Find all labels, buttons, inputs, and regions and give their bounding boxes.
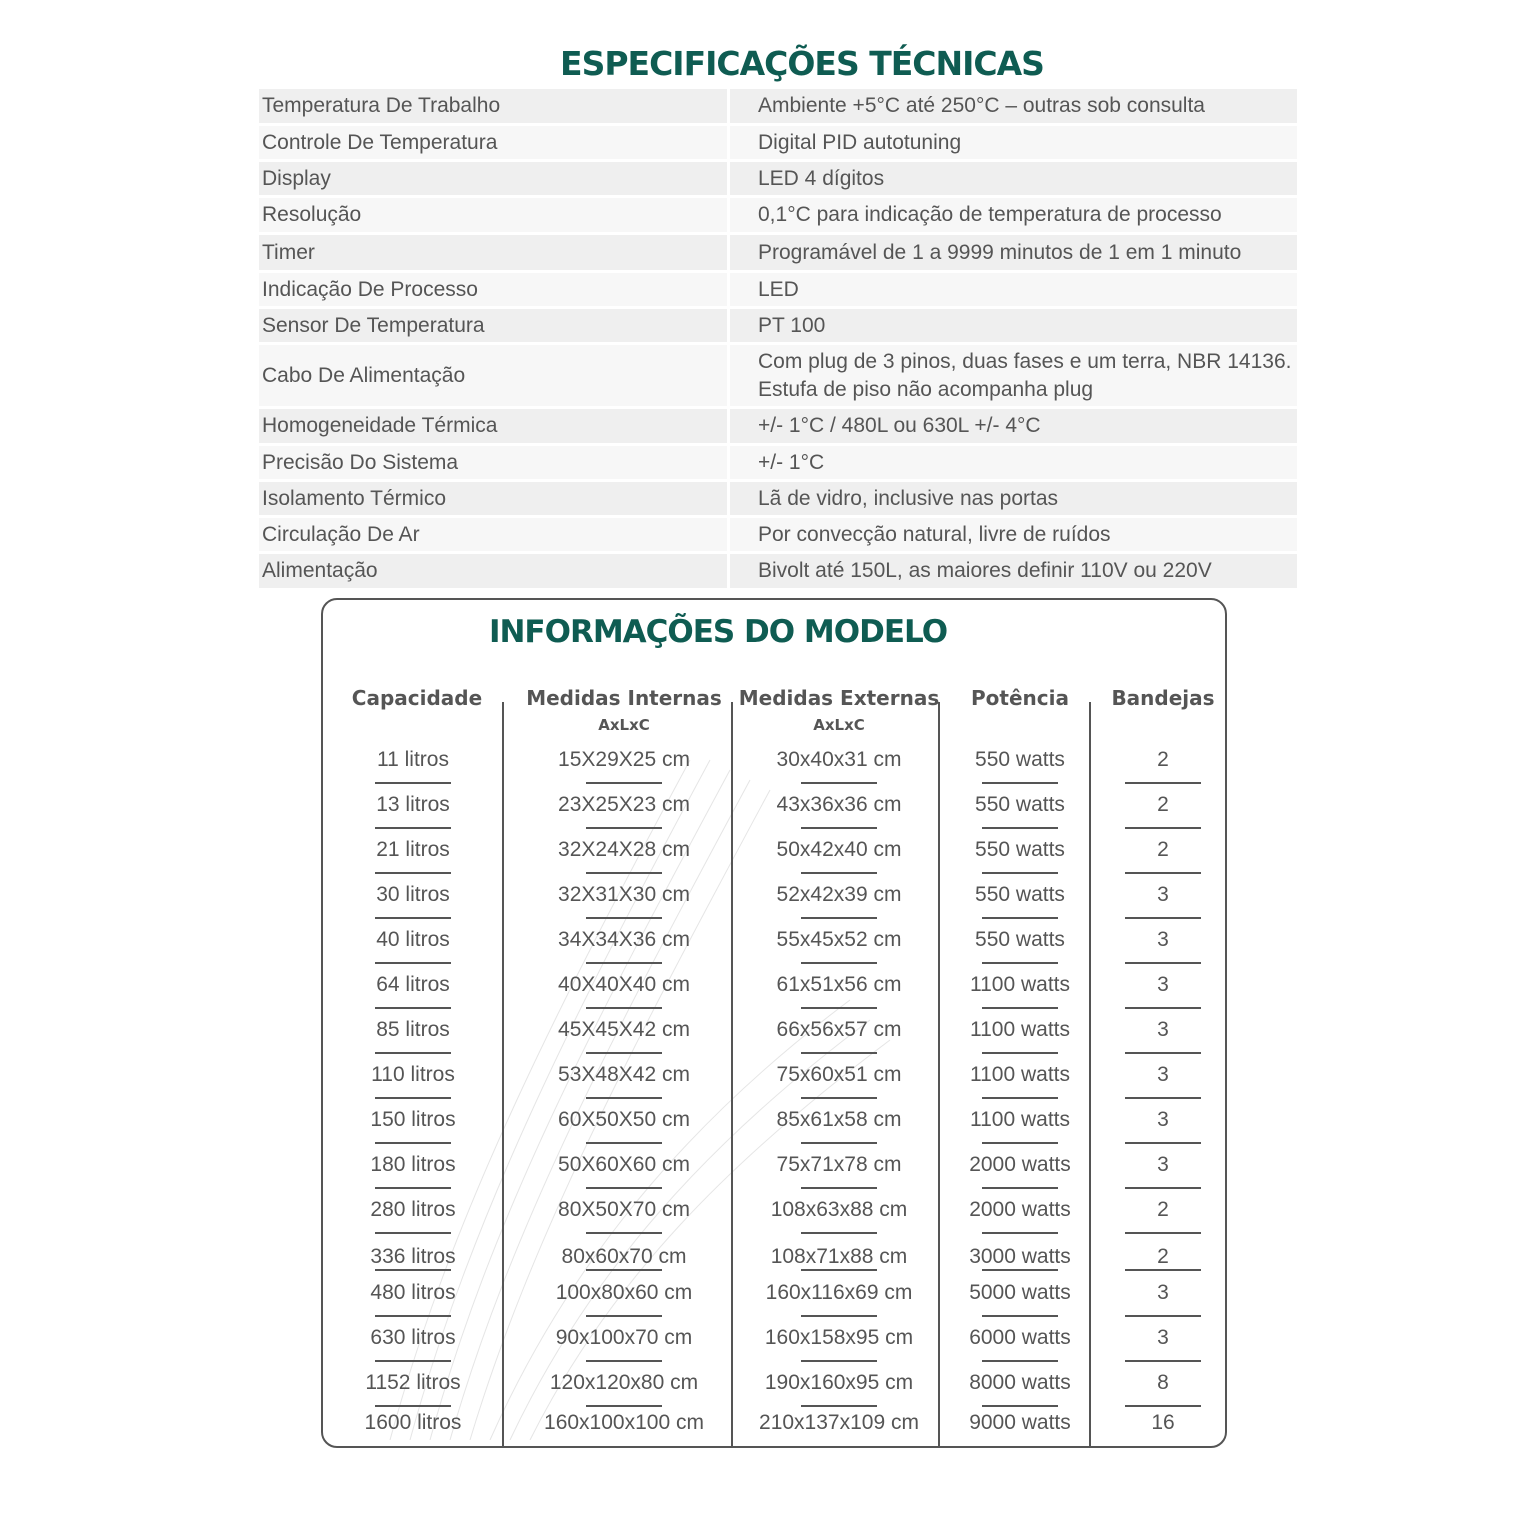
model-cell: 50x42x40 cm <box>776 838 902 861</box>
row-separator <box>1125 917 1201 919</box>
row-separator <box>801 1405 877 1407</box>
model-cell: 2 <box>1157 1198 1169 1221</box>
row-separator <box>586 1142 662 1144</box>
model-cell: 2 <box>1157 748 1169 771</box>
row-separator <box>1125 1187 1201 1189</box>
spec-row <box>259 409 1297 443</box>
model-cell: 50X60X60 cm <box>558 1153 690 1176</box>
row-separator <box>1125 1269 1201 1271</box>
model-cell: 160x100x100 cm <box>544 1411 704 1434</box>
model-cell: 3 <box>1157 1326 1169 1349</box>
model-cell: 160x116x69 cm <box>765 1281 913 1304</box>
model-cell: 110 litros <box>371 1063 455 1086</box>
row-separator <box>586 1232 662 1234</box>
row-separator <box>801 1315 877 1317</box>
spec-value: Ambiente +5°C até 250°C – outras sob consulta <box>730 89 1297 123</box>
spec-row <box>259 198 1297 232</box>
model-cell: 480 litros <box>370 1281 456 1304</box>
model-cell: 2000 watts <box>969 1153 1071 1176</box>
model-cell: 3 <box>1157 1018 1169 1041</box>
row-separator <box>375 1007 451 1009</box>
row-separator <box>375 962 451 964</box>
model-cell: 80x60x70 cm <box>561 1245 687 1268</box>
spec-row <box>259 446 1297 479</box>
model-cell: 3 <box>1157 1108 1169 1131</box>
row-separator <box>801 872 877 874</box>
model-cell: 75x60x51 cm <box>776 1063 902 1086</box>
spec-row <box>259 309 1297 342</box>
row-separator <box>801 917 877 919</box>
model-cell: 180 litros <box>370 1153 456 1176</box>
row-separator <box>586 1187 662 1189</box>
spec-label: Homogeneidade Térmica <box>259 409 727 443</box>
row-separator <box>982 1007 1058 1009</box>
model-cell: 550 watts <box>975 883 1065 906</box>
column-subheader: AxLxC <box>813 716 865 734</box>
model-cell: 3 <box>1157 883 1169 906</box>
model-cell: 336 litros <box>370 1245 456 1268</box>
model-cell: 3 <box>1157 928 1169 951</box>
row-separator <box>586 1269 662 1271</box>
row-separator <box>801 827 877 829</box>
row-separator <box>586 872 662 874</box>
model-cell: 3 <box>1157 1153 1169 1176</box>
spec-table <box>259 89 1297 591</box>
row-separator <box>1125 1405 1201 1407</box>
row-separator <box>982 1052 1058 1054</box>
model-cell: 630 litros <box>370 1326 456 1349</box>
spec-row <box>259 126 1297 159</box>
model-cell: 3 <box>1157 1063 1169 1086</box>
model-cell: 2000 watts <box>969 1198 1071 1221</box>
model-cell: 3 <box>1157 973 1169 996</box>
row-separator <box>801 1232 877 1234</box>
model-cell: 30 litros <box>376 883 450 906</box>
model-cell: 75x71x78 cm <box>776 1153 902 1176</box>
model-cell: 108x71x88 cm <box>770 1245 908 1268</box>
model-cell: 43x36x36 cm <box>776 793 902 816</box>
model-cell: 550 watts <box>975 793 1065 816</box>
model-cell: 66x56x57 cm <box>776 1018 902 1041</box>
model-cell: 108x63x88 cm <box>770 1198 908 1221</box>
model-cell: 53X48X42 cm <box>558 1063 690 1086</box>
model-cell: 8000 watts <box>969 1371 1071 1394</box>
model-cell: 550 watts <box>975 928 1065 951</box>
spec-label: Circulação De Ar <box>259 518 727 551</box>
column-header: Potência <box>971 686 1069 710</box>
model-cell: 2 <box>1157 793 1169 816</box>
column-header: Capacidade <box>351 686 483 710</box>
column-subheader: AxLxC <box>598 716 650 734</box>
row-separator <box>1125 1052 1201 1054</box>
column-header: Bandejas <box>1111 686 1215 710</box>
row-separator <box>801 962 877 964</box>
spec-label: Precisão Do Sistema <box>259 446 727 479</box>
row-separator <box>375 1405 451 1407</box>
model-cell: 6000 watts <box>969 1326 1071 1349</box>
row-separator <box>801 1187 877 1189</box>
spec-label: Display <box>259 162 727 195</box>
model-cell: 11 litros <box>377 748 449 771</box>
spec-value: PT 100 <box>730 309 1297 342</box>
column-divider <box>731 702 733 1448</box>
model-cell: 550 watts <box>975 838 1065 861</box>
model-title: INFORMAÇÕES DO MODELO <box>488 614 948 650</box>
row-separator <box>375 1142 451 1144</box>
row-separator <box>1125 1097 1201 1099</box>
row-separator <box>375 917 451 919</box>
model-cell: 40X40X40 cm <box>558 973 690 996</box>
row-separator <box>586 782 662 784</box>
row-separator <box>586 1097 662 1099</box>
row-separator <box>586 1405 662 1407</box>
spec-row <box>259 235 1297 270</box>
spec-label: Indicação De Processo <box>259 273 727 306</box>
model-cell: 32X24X28 cm <box>558 838 690 861</box>
model-cell: 150 litros <box>370 1108 456 1131</box>
model-cell: 160x158x95 cm <box>764 1326 914 1349</box>
row-separator <box>982 1405 1058 1407</box>
model-cell: 550 watts <box>975 748 1065 771</box>
row-separator <box>801 1097 877 1099</box>
row-separator <box>375 1360 451 1362</box>
spec-value: Por convecção natural, livre de ruídos <box>730 518 1297 551</box>
spec-row <box>259 554 1297 588</box>
spec-value: 0,1°C para indicação de temperatura de processo <box>730 198 1297 232</box>
model-cell: 13 litros <box>376 793 450 816</box>
model-cell: 80X50X70 cm <box>558 1198 690 1221</box>
model-cell: 1100 watts <box>969 1108 1070 1131</box>
model-cell: 1600 litros <box>364 1411 462 1434</box>
model-cell: 60X50X50 cm <box>558 1108 690 1131</box>
row-separator <box>801 1007 877 1009</box>
row-separator <box>375 872 451 874</box>
row-separator <box>801 782 877 784</box>
spec-row <box>259 345 1297 406</box>
row-separator <box>801 1360 877 1362</box>
spec-row <box>259 482 1297 515</box>
model-cell: 32X31X30 cm <box>558 883 690 906</box>
row-separator <box>586 1052 662 1054</box>
row-separator <box>375 1097 451 1099</box>
model-cell: 1152 litros <box>365 1371 461 1394</box>
spec-label: Temperatura De Trabalho <box>259 89 727 123</box>
row-separator <box>982 827 1058 829</box>
row-separator <box>586 1360 662 1362</box>
model-cell: 45X45X42 cm <box>558 1018 690 1041</box>
model-cell: 3 <box>1157 1281 1169 1304</box>
spec-value: Com plug de 3 pinos, duas fases e um terra, NBR 14136. Estufa de piso não acompanha plug <box>730 345 1297 406</box>
spec-value: LED 4 dígitos <box>730 162 1297 195</box>
row-separator <box>375 1315 451 1317</box>
spec-value: Digital PID autotuning <box>730 126 1297 159</box>
column-header: Medidas Externas <box>738 686 940 710</box>
model-cell: 1100 watts <box>969 973 1070 996</box>
row-separator <box>1125 1360 1201 1362</box>
model-cell: 61x51x56 cm <box>776 973 902 996</box>
row-separator <box>982 1232 1058 1234</box>
model-cell: 280 litros <box>370 1198 456 1221</box>
row-separator <box>375 1052 451 1054</box>
row-separator <box>1125 872 1201 874</box>
model-cell: 100x80x60 cm <box>555 1281 693 1304</box>
row-separator <box>586 962 662 964</box>
spec-value: LED <box>730 273 1297 306</box>
column-header: Medidas Internas <box>526 686 722 710</box>
row-separator <box>982 1097 1058 1099</box>
model-cell: 40 litros <box>376 928 450 951</box>
row-separator <box>1125 1315 1201 1317</box>
model-cell: 34X34X36 cm <box>558 928 690 951</box>
row-separator <box>375 1232 451 1234</box>
model-cell: 23X25X23 cm <box>558 793 690 816</box>
row-separator <box>982 872 1058 874</box>
model-cell: 2 <box>1157 838 1169 861</box>
model-cell: 2 <box>1157 1245 1169 1268</box>
model-cell: 85x61x58 cm <box>776 1108 902 1131</box>
model-cell: 8 <box>1157 1371 1169 1394</box>
row-separator <box>801 1052 877 1054</box>
row-separator <box>586 827 662 829</box>
row-separator <box>586 1315 662 1317</box>
row-separator <box>375 827 451 829</box>
model-cell: 120x120x80 cm <box>549 1371 699 1394</box>
spec-label: Resolução <box>259 198 727 232</box>
row-separator <box>586 917 662 919</box>
row-separator <box>375 1187 451 1189</box>
spec-row <box>259 518 1297 551</box>
model-cell: 85 litros <box>376 1018 450 1041</box>
model-cell: 64 litros <box>376 973 450 996</box>
row-separator <box>375 1269 451 1271</box>
row-separator <box>982 782 1058 784</box>
row-separator <box>1125 962 1201 964</box>
spec-label: Alimentação <box>259 554 727 588</box>
row-separator <box>1125 1007 1201 1009</box>
spec-label: Timer <box>259 235 727 270</box>
row-separator <box>1125 1232 1201 1234</box>
row-separator <box>982 1269 1058 1271</box>
model-cell: 52x42x39 cm <box>776 883 902 906</box>
row-separator <box>982 962 1058 964</box>
row-separator <box>1125 1142 1201 1144</box>
model-cell: 210x137x109 cm <box>759 1411 919 1434</box>
spec-value: Lã de vidro, inclusive nas portas <box>730 482 1297 515</box>
row-separator <box>586 1007 662 1009</box>
row-separator <box>982 1315 1058 1317</box>
row-separator <box>982 917 1058 919</box>
model-cell: 90x100x70 cm <box>555 1326 693 1349</box>
model-cell: 3000 watts <box>969 1245 1071 1268</box>
spec-value: +/- 1°C <box>730 446 1297 479</box>
model-cell: 16 <box>1151 1411 1175 1434</box>
spec-value: Bivolt até 150L, as maiores definir 110V ou 220V <box>730 554 1297 588</box>
model-cell: 1100 watts <box>969 1018 1070 1041</box>
model-cell: 55x45x52 cm <box>776 928 902 951</box>
model-cell: 5000 watts <box>969 1281 1071 1304</box>
row-separator <box>801 1142 877 1144</box>
spec-label: Isolamento Térmico <box>259 482 727 515</box>
row-separator <box>1125 827 1201 829</box>
row-separator <box>1125 782 1201 784</box>
row-separator <box>982 1142 1058 1144</box>
model-cell: 15X29X25 cm <box>558 748 690 771</box>
row-separator <box>375 782 451 784</box>
model-cell: 1100 watts <box>969 1063 1070 1086</box>
spec-label: Cabo De Alimentação <box>259 345 727 406</box>
row-separator <box>801 1269 877 1271</box>
row-separator <box>982 1187 1058 1189</box>
model-cell: 9000 watts <box>969 1411 1071 1434</box>
spec-value: +/- 1°C / 480L ou 630L +/- 4°C <box>730 409 1297 443</box>
spec-row <box>259 89 1297 123</box>
row-separator <box>982 1360 1058 1362</box>
spec-label: Sensor De Temperatura <box>259 309 727 342</box>
model-cell: 30x40x31 cm <box>776 748 902 771</box>
spec-label: Controle De Temperatura <box>259 126 727 159</box>
spec-title: ESPECIFICAÇÕES TÉCNICAS <box>560 44 1044 83</box>
spec-row <box>259 162 1297 195</box>
model-cell: 21 litros <box>376 838 450 861</box>
model-cell: 190x160x95 cm <box>764 1371 914 1394</box>
spec-row <box>259 273 1297 306</box>
spec-value: Programável de 1 a 9999 minutos de 1 em 1 minuto <box>730 235 1297 270</box>
